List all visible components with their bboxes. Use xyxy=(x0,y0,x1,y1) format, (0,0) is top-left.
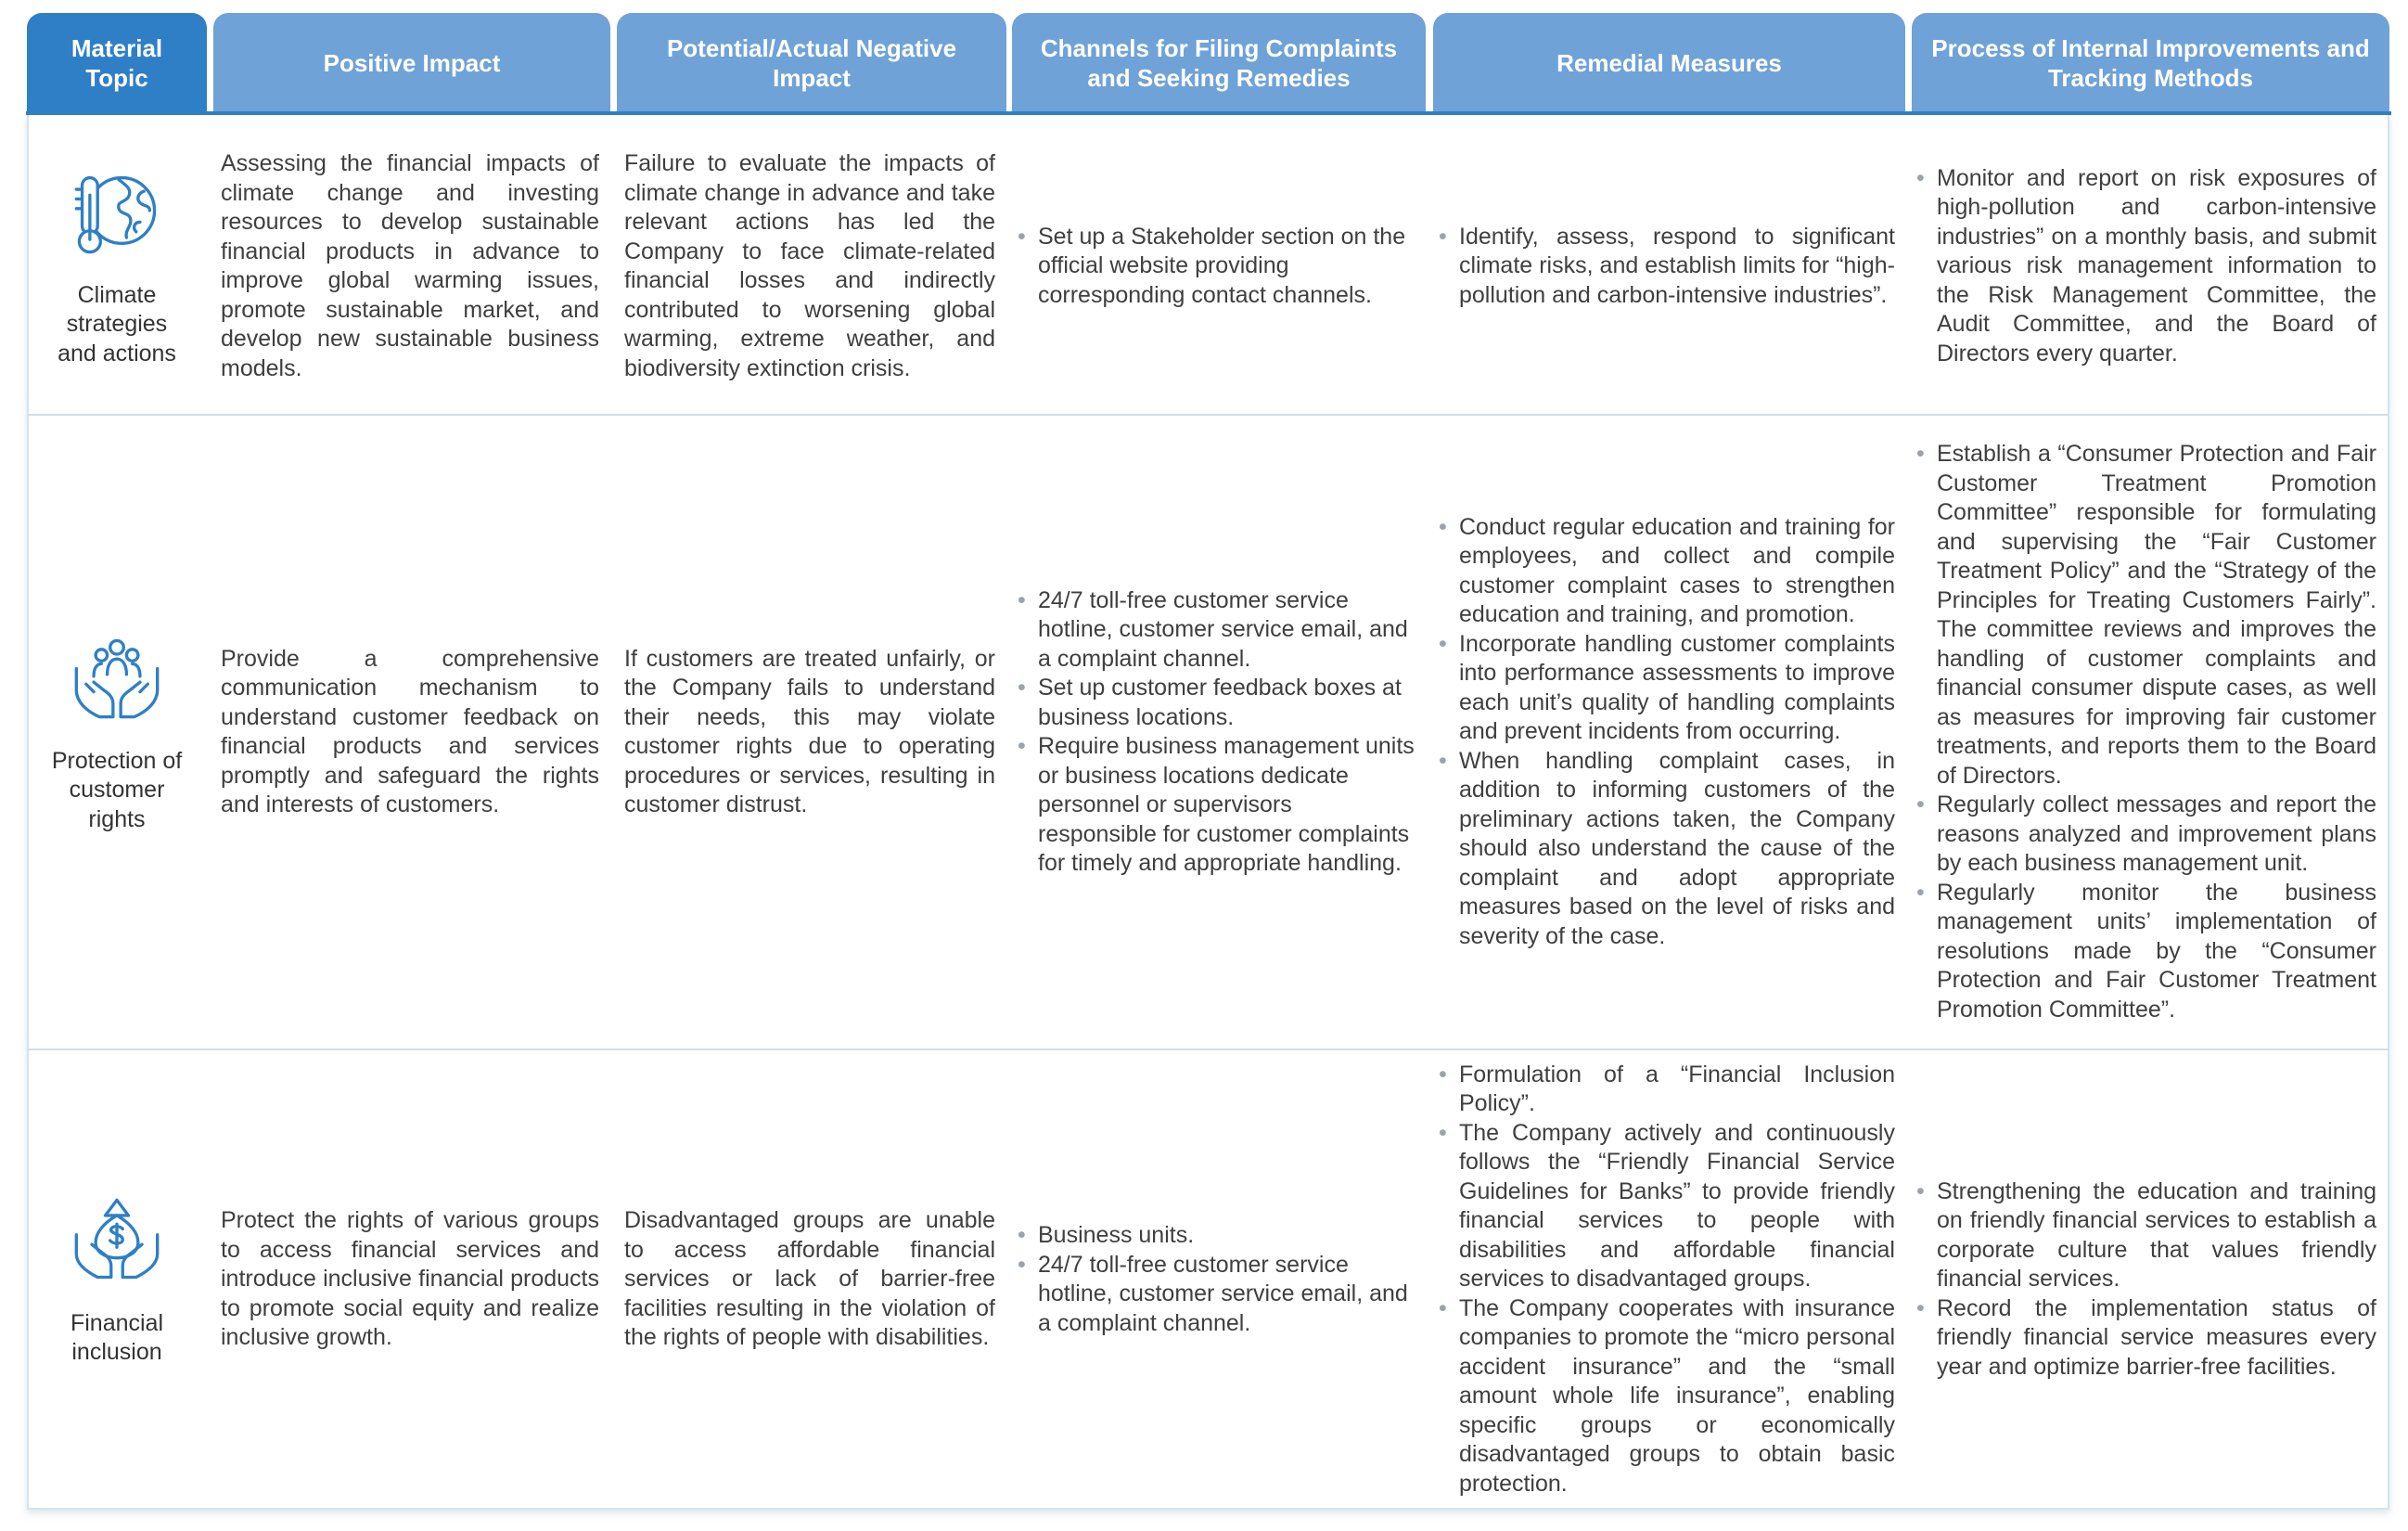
positive-impact-text: Protect the rights of various groups to access financial services and introduce inclusive financial products to promote social equity and realize inclusive growth. xyxy=(221,1207,599,1351)
list-item: • Identify, assess, respond to significant climate risks, and establish limits for “high-pollution and carbon-intensive industries”. xyxy=(1439,223,1895,311)
positive-impact-cell xyxy=(221,119,599,414)
negative-impact-text: If customers are treated unfairly, or the Company fails to understand their needs, this may violate customer rights due to operating procedures or services, resulting in customer distrust. xyxy=(624,645,995,817)
list-item: • The Company actively and continuously follows the “Friendly Financial Service Guidelines for Banks” to provide friendly financial services to people with disabilities and affordable financial services to disadvantaged groups. xyxy=(1439,1119,1895,1294)
hands-dollar-icon xyxy=(69,1192,165,1289)
list-item: • Regularly monitor the business management units’ implementation of resolutions made by the “Consumer Protection and Fair Customer Treatment Promotion Committee”. xyxy=(1916,879,2376,1025)
remedial-cell xyxy=(1439,416,1895,1049)
topic-label: Financial inclusion xyxy=(70,1309,164,1365)
list-item: • Regularly collect messages and report the reasons analyzed and improvement plans by each business management unit. xyxy=(1916,791,2376,879)
topic-cell-climate xyxy=(27,119,207,414)
list-item: • The Company cooperates with insurance companies to promote the “micro personal accident insurance” and the “small amount whole life insurance”, enabling specific groups or economically disadvantaged groups to obtain basic protection. xyxy=(1439,1294,1895,1499)
process-cell xyxy=(1916,119,2376,414)
channels-list xyxy=(1018,223,1415,311)
remedial-list xyxy=(1439,223,1895,311)
process-list xyxy=(1916,1177,2376,1383)
remedial-list xyxy=(1439,1061,1895,1499)
header-remedial-measures: Remedial Measures xyxy=(1433,13,1905,113)
remedial-list xyxy=(1439,513,1895,952)
header-material-topic: Material Topic xyxy=(27,13,207,113)
header-positive-impact: Positive Impact xyxy=(213,13,610,113)
list-item: • Set up a Stakeholder section on the official website providing corresponding contact channels. xyxy=(1018,223,1415,311)
channels-list xyxy=(1018,1221,1415,1338)
list-item: • 24/7 toll-free customer service hotline, customer service email, and a complaint channel. xyxy=(1018,1251,1415,1339)
positive-impact-cell xyxy=(221,1050,599,1509)
hands-people-icon xyxy=(69,630,165,727)
list-item: • 24/7 toll-free customer service hotline, customer service email, and a complaint channel. xyxy=(1018,586,1415,675)
negative-impact-text: Disadvantaged groups are unable to access affordable financial services or lack of barrier-free facilities resulting in the violation of the rights of people with disabilities. xyxy=(624,1207,995,1351)
thermometer-globe-icon xyxy=(69,164,165,261)
list-item: • Business units. xyxy=(1018,1221,1415,1251)
list-item: • Record the implementation status of friendly financial service measures every year and optimize barrier-free facilities. xyxy=(1916,1294,2376,1383)
list-item: • When handling complaint cases, in addition to informing customers of the preliminary actions taken, the Company should also understand the cause of the complaint and adopt appropriate measures based on the level of risks and severity of the case. xyxy=(1439,747,1895,952)
process-list xyxy=(1916,440,2376,1024)
list-item: • Conduct regular education and training for employees, and collect and compile customer complaint cases to strengthen education and training, and promotion. xyxy=(1439,513,1895,630)
positive-impact-text: Assessing the financial impacts of climate change and investing resources to develop sustainable financial products in advance to improve global warming issues, promote sustainable market, and develop new sustainable business models. xyxy=(221,150,599,381)
channels-cell xyxy=(1018,416,1415,1049)
list-item: • Monitor and report on risk exposures of high-pollution and carbon-intensive industries” on a monthly basis, and submit various risk management information to the Risk Management Committee, the Audit Committee, and the Board of Directors every quarter. xyxy=(1916,164,2376,369)
list-item: • Require business management units or business locations dedicate personnel or supervisors responsible for customer complaints for timely and appropriate handling. xyxy=(1018,732,1415,879)
topic-label: Protection of customer rights xyxy=(51,747,183,832)
negative-impact-cell xyxy=(624,1050,995,1509)
topic-cell-customer-rights xyxy=(27,416,207,1049)
process-cell xyxy=(1916,416,2376,1049)
list-item: • Strengthening the education and training on friendly financial services to establish a corporate culture that values friendly financial services. xyxy=(1916,1177,2376,1294)
list-item: • Set up customer feedback boxes at business locations. xyxy=(1018,674,1415,732)
negative-impact-text: Failure to evaluate the impacts of climate change in advance and take relevant actions has led the Company to face climate-related financial losses and indirectly contributed to worsening global warming, extreme weather, and biodiversity extinction crisis. xyxy=(624,150,995,381)
channels-cell xyxy=(1018,119,1415,414)
remedial-cell xyxy=(1439,119,1895,414)
list-item: • Establish a “Consumer Protection and Fair Customer Treatment Promotion Committee” responsible for formulating and supervising the “Fair Customer Treatment Policy” and the “Strategy of the Principles for Treating Customers Fairly”. The committee reviews and improves the handling of customer complaints and financial consumer dispute cases, as well as measures for improving fair customer treatments, and reports them to the Board of Directors. xyxy=(1916,440,2376,791)
channels-cell xyxy=(1018,1050,1415,1509)
process-list xyxy=(1916,164,2376,369)
header-process-tracking: Process of Internal Improvements and Tracking Methods xyxy=(1912,13,2389,113)
process-cell xyxy=(1916,1050,2376,1509)
negative-impact-cell xyxy=(624,416,995,1049)
positive-impact-text: Provide a comprehensive communication mechanism to understand customer feedback on financial products and services promptly and safeguard the rights and interests of customers. xyxy=(221,645,599,817)
header-channels: Channels for Filing Complaints and Seeking Remedies xyxy=(1012,13,1426,113)
remedial-cell xyxy=(1439,1050,1895,1509)
header-negative-impact: Potential/Actual Negative Impact xyxy=(617,13,1006,113)
list-item: • Formulation of a “Financial Inclusion Policy”. xyxy=(1439,1061,1895,1119)
list-item: • Incorporate handling customer complaints into performance assessments to improve each unit’s quality of handling complaints and prevent incidents from occurring. xyxy=(1439,630,1895,747)
negative-impact-cell xyxy=(624,119,995,414)
topic-cell-financial-inclusion xyxy=(27,1050,207,1509)
channels-list xyxy=(1018,586,1415,879)
positive-impact-cell xyxy=(221,416,599,1049)
topic-label: Climate strategies and actions xyxy=(58,281,176,367)
